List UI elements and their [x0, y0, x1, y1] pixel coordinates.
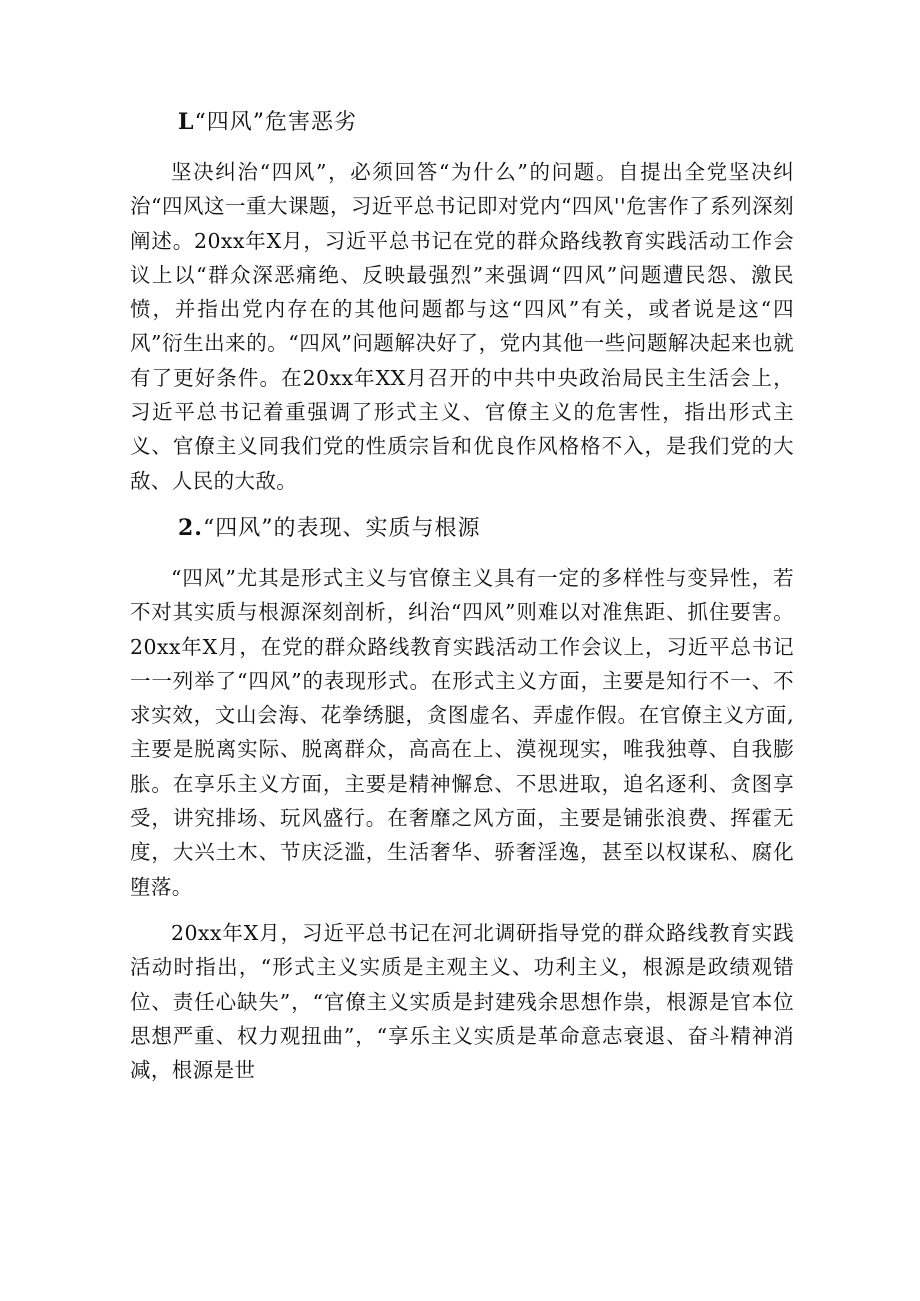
section-heading-2 — [130, 506, 794, 551]
section-title-1: “四风”危害恶劣 — [194, 110, 357, 135]
section-heading-1 — [130, 100, 794, 145]
paragraph-3: 20xx年X月，习近平总书记在河北调研指导党的群众路线教育实践活动时指出，“形式主义实质是主观主义、功利主义，根源是政绩观错位、责任心缺失”，“官僚主义实质是封建残余思想作祟，根源是官本位思想严重、权力观扭曲”，“享乐主义实质是革命意志衰退、奋斗精神消减，根源是世 — [130, 920, 794, 1083]
document-body — [130, 100, 794, 1099]
section-title-2: “四风”的表现、实质与根源 — [202, 515, 481, 541]
section-number-1: L — [178, 109, 195, 135]
paragraph-2: “四风”尤其是形式主义与官僚主义具有一定的多样性与变异性，若不对其实质与根源深刻剖析，纠治“四风”则难以对准焦距、抓住要害。20xx年X月，在党的群众路线教育实践活动工作会议上，习近平总书记一一列举了“四风”的表现形式。在形式主义方面，主要是知行不一、不求实效，文山会海、花拳绣腿，贪图虚名、弄虚作假。在官僚主义方面,主要是脱离实际、脱离群众，高高在上、漠视现实，唯我独尊、自我膨胀。在享乐主义方面，主要是精神懈怠、不思进取，追名逐利、贪图享受，讲究排场、玩风盛行。在奢靡之风方面，主要是铺张浪费、挥霍无度，大兴土木、节庆泛滥，生活奢华、骄奢淫逸，甚至以权谋私、腐化堕落。 — [130, 565, 794, 899]
section-number-2: 2. — [178, 514, 203, 541]
paragraph-1: 坚决纠治“四风”，必须回答“为什么”的问题。自提出全党坚决纠治“四风这一重大课题，习近平总书记即对党内“四风''危害作了系列深刻阐述。20xx年X月，习近平总书记在党的群众路线教育实践活动工作会议上以“群众深恶痛绝、反映最强烈”来强调“四风”问题遭民怨、激民愤，并指出党内存在的其他问题都与这“四风”有关，或者说是这“四风”衍生出来的。“四风”问题解决好了，党内其他一些问题解决起来也就有了更好条件。在20xx年XX月召开的中共中央政治局民主生活会上，习近平总书记着重强调了形式主义、官僚主义的危害性，指出形式主义、官僚主义同我们党的性质宗旨和优良作风格格不入，是我们党的大敌、人民的大敌。 — [130, 160, 794, 493]
